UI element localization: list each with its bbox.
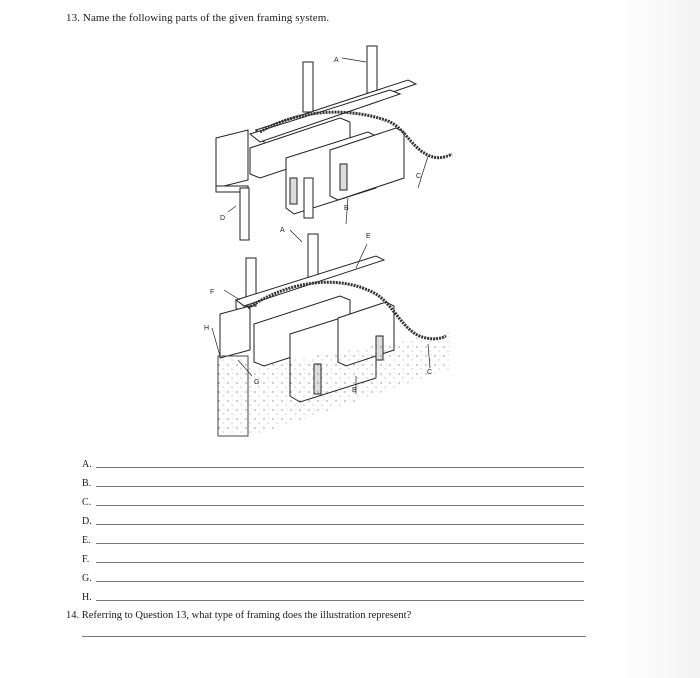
question-13-title: 13. Name the following parts of the given framing system.	[66, 12, 330, 24]
answer-letter: E.	[82, 535, 91, 546]
upper-stud-left	[303, 62, 313, 112]
framing-diagram-svg	[190, 38, 480, 448]
answer-blank-e[interactable]	[96, 543, 584, 544]
label-A-top: A	[334, 57, 339, 64]
answer-blank-f[interactable]	[96, 562, 584, 563]
question-14-text: 14. Referring to Question 13, what type of framing does the illustration represent?	[66, 610, 412, 621]
label-B-bottom: B	[352, 387, 357, 394]
answer-letter: D.	[82, 516, 92, 527]
answer-letter: F.	[82, 554, 90, 565]
label-H: H	[204, 325, 210, 332]
label-A-mid: A	[280, 227, 285, 234]
answer-blank-a[interactable]	[96, 467, 584, 468]
upper-stud-right	[367, 46, 377, 96]
answer-row-d	[82, 511, 592, 529]
answer-letter: B.	[82, 478, 92, 489]
answer-blank-g[interactable]	[96, 581, 584, 582]
label-E: E	[366, 233, 371, 240]
foundation-wall	[218, 356, 248, 436]
answer-blank-d[interactable]	[96, 524, 584, 525]
answer-row-f	[82, 549, 592, 567]
answer-letter: A.	[82, 459, 92, 470]
answer-blank-b[interactable]	[96, 486, 584, 487]
answer-letter: H.	[82, 592, 92, 603]
label-F: F	[210, 289, 215, 296]
lower-stud-mid	[304, 178, 313, 218]
lower-rim	[220, 306, 250, 358]
label-D: D	[220, 215, 226, 222]
question-14-answer-blank[interactable]	[82, 636, 586, 637]
answer-row-g	[82, 568, 592, 586]
label-B-top: B	[344, 205, 349, 212]
answer-row-c	[82, 492, 592, 510]
label-C-top: C	[416, 173, 422, 180]
answer-letter: C.	[82, 497, 92, 508]
label-G: G	[254, 379, 260, 386]
upper-rim-left	[216, 130, 248, 188]
lower-floor-assembly	[218, 234, 452, 438]
answer-row-b	[82, 473, 592, 491]
answer-row-a	[82, 454, 592, 472]
answer-blank-h[interactable]	[96, 600, 584, 601]
label-C-bottom: C	[427, 369, 433, 376]
answer-blank-c[interactable]	[96, 505, 584, 506]
answer-row-e	[82, 530, 592, 548]
answer-row-h	[82, 587, 592, 605]
framing-illustration	[190, 38, 480, 448]
upper-floor-assembly	[216, 46, 452, 240]
lower-stud-left	[240, 188, 249, 240]
answer-letter: G.	[82, 573, 92, 584]
